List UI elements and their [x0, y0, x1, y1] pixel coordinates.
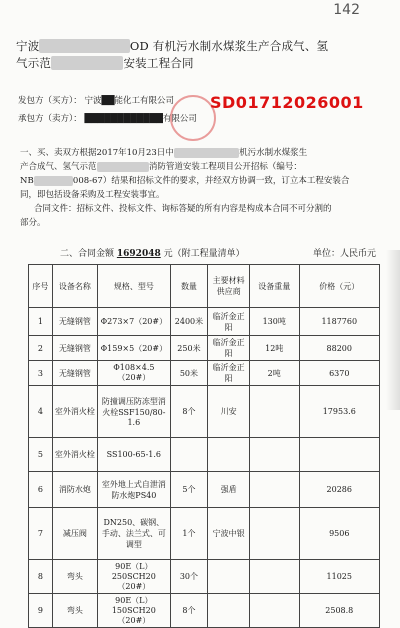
amount-suffix: 元（附工程量清单） [163, 249, 245, 259]
cell-price: 20286 [299, 472, 379, 508]
cell-quantity: 50米 [170, 361, 208, 386]
buyer-name: 宁波██能化工有限公司 [84, 96, 175, 106]
title-line2-suffix: 安装工程合同 [123, 56, 194, 70]
cell-spec: SS100-65-1.6 [98, 438, 171, 472]
cell-quantity: 250米 [170, 336, 208, 361]
table-row [29, 336, 380, 361]
cell-quantity: 30个 [170, 560, 208, 594]
cell-spec: 90E（L）150SCH20（20#） [98, 594, 171, 628]
table-row [29, 308, 380, 336]
header-supplier: 主要材料供应商 [208, 265, 250, 308]
cell-spec: Φ273×7（20#） [98, 308, 171, 336]
table-row [29, 560, 380, 594]
title-line1-prefix: 宁波 [16, 39, 40, 53]
clause-1-line-3 [20, 174, 380, 188]
cell-spec: 室外地上式自泄消防水炮PS40 [98, 472, 171, 508]
header-price: 价格（元） [299, 265, 379, 308]
cell-weight [249, 472, 299, 508]
cell-weight: 2吨 [249, 361, 299, 386]
cell-price: 6370 [299, 361, 379, 386]
cell-no: 6 [29, 472, 53, 508]
cell-quantity: 8个 [170, 386, 208, 438]
table-row [29, 594, 380, 628]
clause-1-redacted-2 [97, 162, 149, 172]
cell-supplier: 强盾 [208, 472, 250, 508]
contract-documents-line-2: 部分。 [20, 218, 46, 228]
cell-weight [249, 560, 299, 594]
cell-no: 2 [29, 336, 53, 361]
cell-device-name: 室外消火栓 [52, 438, 97, 472]
header-weight: 设备重量 [249, 265, 299, 308]
page-edge-shadow [386, 250, 400, 410]
contract-documents-line: 合同文件：招标文件、投标文件、询标答疑的所有内容是构成本合同不可分割的 [34, 204, 332, 214]
contract-title [16, 38, 388, 72]
cell-no: 4 [29, 386, 53, 438]
cell-spec: 90E（L）250SCH20（20#） [98, 560, 171, 594]
table-row [29, 472, 380, 508]
contractor-name: ████████████有限公司 [84, 114, 197, 124]
cell-quantity: 1个 [170, 508, 208, 560]
cell-spec: DN250、碳钢、手动、法兰式、可调型 [98, 508, 171, 560]
cell-device-name: 减压阀 [52, 508, 97, 560]
cell-supplier: 临沂金正阳 [208, 336, 250, 361]
header-spec: 规格、型号 [98, 265, 171, 308]
cell-price: 2508.8 [299, 594, 379, 628]
cell-device-name: 弯头 [52, 594, 97, 628]
header-no: 序号 [29, 265, 53, 308]
cell-supplier: 临沂金正阳 [208, 308, 250, 336]
cell-no: 3 [29, 361, 53, 386]
cell-supplier: 川安 [208, 386, 250, 438]
table-row [29, 438, 380, 472]
cell-device-name: 无缝钢管 [52, 361, 97, 386]
bill-of-quantities-table [28, 264, 380, 628]
table-row [29, 361, 380, 386]
cell-price: 9506 [299, 508, 379, 560]
cell-quantity: 8个 [170, 594, 208, 628]
cell-supplier [208, 438, 250, 472]
cell-price: 88200 [299, 336, 379, 361]
cell-weight: 12吨 [249, 336, 299, 361]
cell-weight [249, 508, 299, 560]
cell-weight: 130吨 [249, 308, 299, 336]
contract-number: SD01712026001 [210, 93, 364, 112]
title-line1-redacted [39, 39, 129, 53]
title-line1-suffix: OD 有机污水制水煤浆生产合成气、氢 [129, 39, 329, 53]
clause-1-line-1 [20, 146, 380, 160]
buyer-label: 发包方（买方）： [18, 96, 82, 106]
table-row [29, 386, 380, 438]
cell-no: 9 [29, 594, 53, 628]
cell-no: 1 [29, 308, 53, 336]
amount-unit: 单位：人民币元 [312, 249, 376, 259]
cell-spec: Φ159×5（20#） [98, 336, 171, 361]
cell-price [299, 438, 379, 472]
buyer-line [18, 94, 174, 106]
cell-supplier [208, 594, 250, 628]
cell-device-name: 消防水炮 [52, 472, 97, 508]
clause-1-text-e: NB [20, 176, 34, 186]
header-device-name: 设备名称 [52, 265, 97, 308]
contractor-label: 承包方（卖方）： [18, 114, 82, 124]
cell-device-name: 弯头 [52, 560, 97, 594]
clause-1-text-b: 机污水制水煤浆生 [239, 148, 308, 158]
amount-value: 1692048 [116, 249, 161, 259]
table-header-row [29, 265, 380, 308]
cell-no: 5 [29, 438, 53, 472]
clause-1-redacted [174, 148, 239, 158]
cell-supplier: 临沂金正阳 [208, 361, 250, 386]
clause-1-line-2 [20, 160, 380, 174]
cell-device-name: 无缝钢管 [52, 336, 97, 361]
title-line2-prefix: 气示范 [16, 56, 52, 70]
cell-quantity [170, 438, 208, 472]
clause-1-text-f: 008-67）结果和招标文件的要求，并经双方协调一致，订立本工程安装合 [72, 176, 350, 186]
handwritten-page-number: 142 [333, 2, 360, 18]
cell-supplier: 宁波中银 [208, 508, 250, 560]
cell-weight [249, 386, 299, 438]
cell-weight [249, 594, 299, 628]
title-line2-redacted [51, 56, 123, 70]
cell-price: 1187760 [299, 308, 379, 336]
cell-device-name: 无缝钢管 [52, 308, 97, 336]
cell-spec: Φ108×4.5（20#） [98, 361, 171, 386]
cell-quantity: 5个 [170, 472, 208, 508]
cell-price: 11025 [299, 560, 379, 594]
clause-1-text-a: 一、买、卖双方根据2017年10月23日中 [20, 148, 174, 158]
table-row [29, 508, 380, 560]
cell-no: 8 [29, 560, 53, 594]
clause-1-line-4: 同，即包括设备采购及工程安装事宜。 [20, 190, 165, 200]
cell-weight [249, 438, 299, 472]
cell-spec: 防撞调压防冻型消火栓SSF150/80-1.6 [98, 386, 171, 438]
cell-price: 17953.6 [299, 386, 379, 438]
cell-supplier [208, 560, 250, 594]
amount-label: 二、合同金额 [60, 249, 115, 259]
cell-quantity: 2400米 [170, 308, 208, 336]
header-quantity: 数量 [170, 265, 208, 308]
clause-1-text-d: 消防管道安装工程项目公开招标（编号： [148, 162, 302, 172]
cell-device-name: 室外消火栓 [52, 386, 97, 438]
clause-1-redacted-3 [34, 176, 73, 186]
cell-no: 7 [29, 508, 53, 560]
clause-1-text-c: 产合成气、氢气示范 [20, 162, 97, 172]
